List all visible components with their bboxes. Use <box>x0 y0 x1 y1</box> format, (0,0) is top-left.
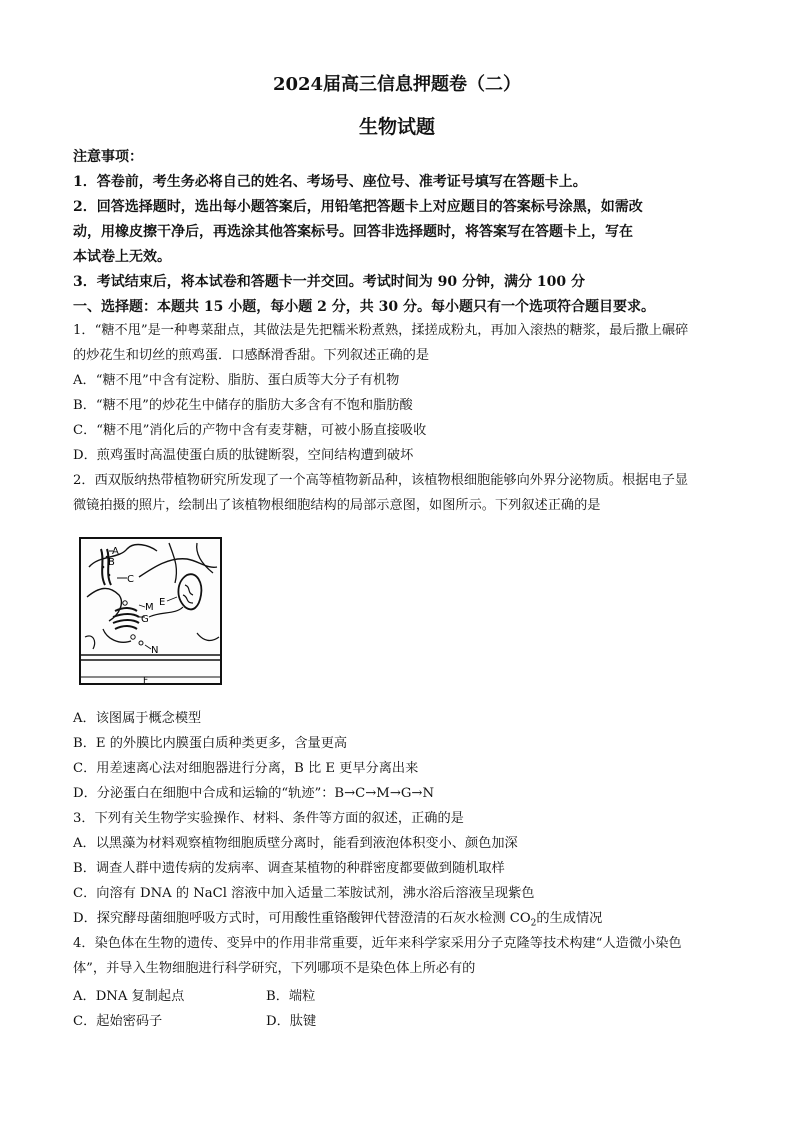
q1-option-a: A．“糖不甩”中含有淀粉、脂肪、蛋白质等大分子有机物 <box>73 373 400 388</box>
q3-option-d <box>73 910 723 933</box>
q3-option-c: C．向溶有 DNA 的 NaCl 溶液中加入适量二苯胺试剂，沸水浴后溶液呈现紫色 <box>73 886 535 901</box>
figure-label-e: E <box>159 597 166 608</box>
q4-stem-line-2: 体”，并导入生物细胞进行科学研究，下列哪项不是染色体上所必有的 <box>73 961 476 976</box>
notice-heading: 注意事项： <box>73 149 143 165</box>
exam-title: 2024届高三信息押题卷（二） <box>272 74 522 95</box>
figure-label-f: F <box>143 676 149 685</box>
q4-option-c: C．起始密码子 <box>73 1014 163 1029</box>
section-heading: 一、选择题：本题共 15 小题，每小题 2 分，共 30 分。每小题只有一个选项符合题目要求。 <box>73 299 655 315</box>
q3-stem: 3．下列有关生物学实验操作、材料、条件等方面的叙述，正确的是 <box>73 811 464 826</box>
q1-stem-line-1: 1．“糖不甩”是一种粤菜甜点，其做法是先把糯米粉煮熟，揉搓成粉丸，再加入滚热的糖浆，最后撒上碾碎 <box>73 323 689 338</box>
q2-stem-line-2: 微镜拍摄的照片，绘制出了该植物根细胞结构的局部示意图，如图所示。下列叙述正确的是 <box>73 498 601 513</box>
cell-structure-figure <box>79 537 222 685</box>
figure-label-b: B <box>108 557 115 568</box>
notice-item-2-line-2: 动，用橡皮擦干净后，再选涂其他答案标号。回答非选择题时，将答案写在答题卡上，写在 <box>73 224 633 240</box>
exam-subtitle: 生物试题 <box>358 116 435 138</box>
q3-option-d-tail: 的生成情况 <box>536 911 603 926</box>
q4-stem-line-1: 4．染色体在生物的遗传、变异中的作用非常重要，近年来科学家采用分子克隆等技术构建“人造微小染色 <box>73 936 682 951</box>
q2-stem-line-1: 2．西双版纳热带植物研究所发现了一个高等植物新品种，该植物根细胞能够向外界分泌物质。根据电子显 <box>73 473 689 488</box>
q4-option-a: A．DNA 复制起点 <box>73 989 185 1004</box>
figure-label-g: G <box>141 614 149 625</box>
q1-option-b: B．“糖不甩”的炒花生中储存的脂肪大多含有不饱和脂肪酸 <box>73 398 413 413</box>
q4-option-b: B．端粒 <box>266 989 316 1004</box>
q2-option-d: D．分泌蛋白在细胞中合成和运输的“轨迹”：B→C→M→G→N <box>73 786 434 801</box>
q4-option-d: D．肽键 <box>266 1014 317 1029</box>
q2-option-c: C．用差速离心法对细胞器进行分离，B 比 E 更早分离出来 <box>73 761 419 776</box>
notice-item-3: 3．考试结束后，将本试卷和答题卡一并交回。考试时间为 90 分钟，满分 100 分 <box>73 274 585 290</box>
q1-stem-line-2: 的炒花生和切丝的煎鸡蛋．口感酥滑香甜。下列叙述正确的是 <box>73 348 430 363</box>
q1-option-c: C．“糖不甩”消化后的产物中含有麦芽糖，可被小肠直接吸收 <box>73 423 427 438</box>
q2-option-b: B．E 的外膜比内膜蛋白质种类更多，含量更高 <box>73 736 348 751</box>
q1-option-d: D．煎鸡蛋时高温使蛋白质的肽键断裂，空间结构遭到破坏 <box>73 448 414 463</box>
notice-item-1: 1．答卷前，考生务必将自己的姓名、考场号、座位号、准考证号填写在答题卡上。 <box>73 174 587 190</box>
figure-label-a: A <box>112 546 119 557</box>
notice-item-2-line-1: 2．回答选择题时，选出每小题答案后，用铅笔把答题卡上对应题目的答案标号涂黑，如需改 <box>73 199 643 215</box>
figure-label-c: C <box>127 574 134 585</box>
q3-option-d-subscript: 2 <box>530 918 537 929</box>
q3-option-a: A．以黑藻为材料观察植物细胞质壁分离时，能看到液泡体积变小、颜色加深 <box>73 836 518 851</box>
q3-option-d-text: D．探究酵母菌细胞呼吸方式时，可用酸性重铬酸钾代替澄清的石灰水检测 CO <box>73 911 531 926</box>
q3-option-b: B．调查人群中遗传病的发病率、调查某植物的种群密度都要做到随机取样 <box>73 861 505 876</box>
notice-item-2-line-3: 本试卷上无效。 <box>73 249 171 265</box>
q2-option-a: A．该图属于概念模型 <box>73 711 202 726</box>
figure-label-n: N <box>151 645 159 656</box>
figure-label-m: M <box>145 602 154 613</box>
